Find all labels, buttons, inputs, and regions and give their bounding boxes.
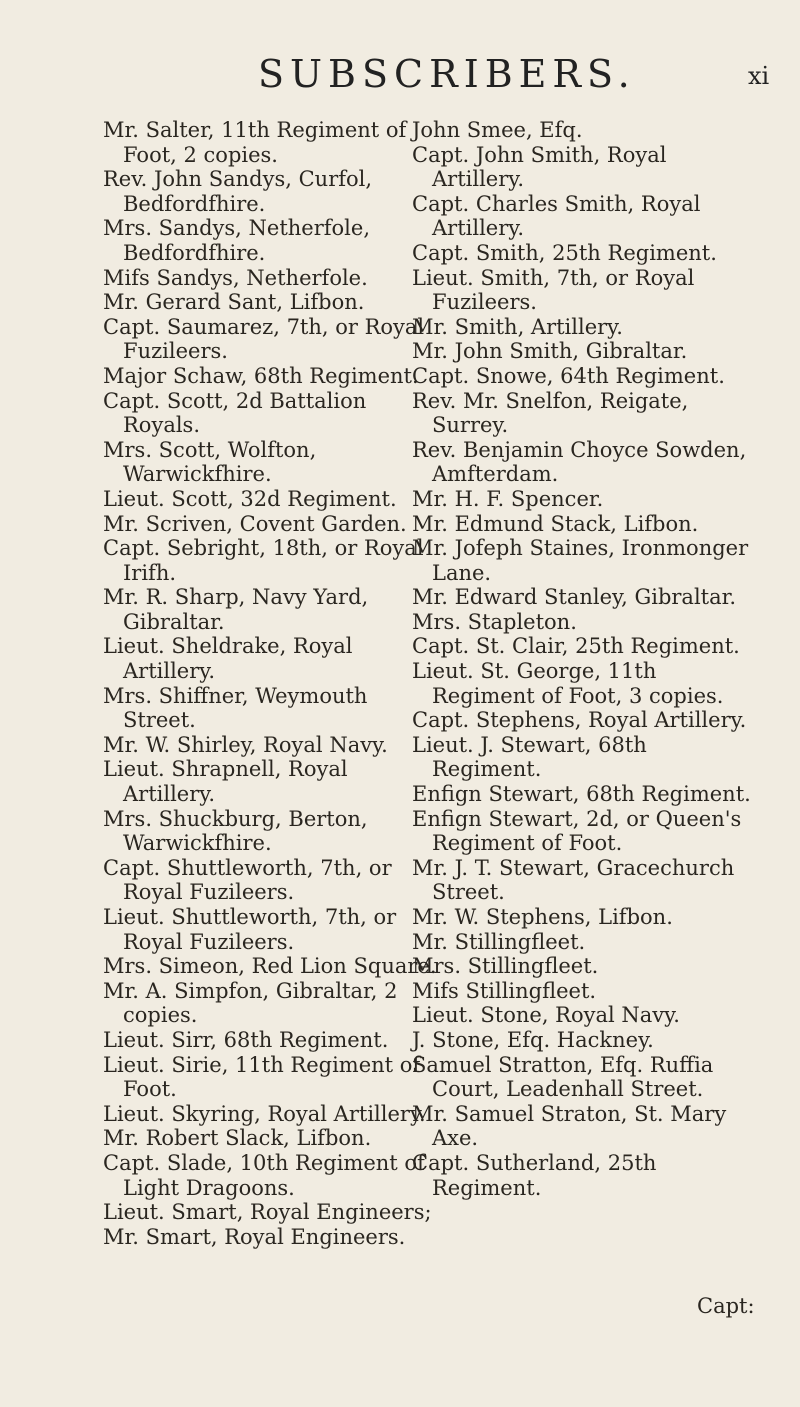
subscriber-entry: Mr. Salter, 11th Regiment of Foot, 2 copies. [103, 118, 407, 167]
subscriber-entry: Mr. Smith, Artillery. [412, 314, 623, 339]
running-title: SUBSCRIBERS. [258, 52, 636, 96]
subscriber-entry: Mrs. Shuckburg, Berton, Warwickfhire. [103, 806, 368, 856]
subscriber-entry: Mrs. Sandys, Netherfole, Bedfordfhire. [103, 216, 371, 265]
subscriber-entry: Enfign Stewart, 2d, or Queen's Regiment of Foot. [412, 806, 742, 856]
subscriber-entry: Lieut. Sirie, 11th Regiment of Foot. [103, 1052, 421, 1102]
subscriber-entry: Capt. Slade, 10th Regiment of Light Dragoons. [103, 1150, 425, 1200]
subscriber-entry: Mrs. Stillingfleet. [412, 954, 599, 979]
subscriber-entry: Lieut. Shuttleworth, 7th, or Royal Fuzileers. [103, 905, 397, 954]
subscriber-entry: Major Schaw, 68th Regiment. [103, 363, 419, 388]
subscriber-entry: Mr. John Smith, Gibraltar. [412, 339, 688, 364]
subscriber-entry: Capt. Sebright, 18th, or Royal Irifh. [103, 536, 424, 585]
subscriber-entry: Rev. John Sandys, Curfol, Bedfordfhire. [103, 167, 373, 216]
subscriber-entry: Mr. H. F. Spencer. [412, 486, 604, 511]
subscriber-entry: Capt. John Smith, Royal Artillery. [412, 142, 667, 192]
subscriber-entry: John Smee, Efq. [412, 118, 583, 142]
page-number: xi [748, 62, 770, 90]
subscriber-entry: Mr. Edward Stanley, Gibraltar. [412, 585, 737, 610]
subscriber-entry: Mr. Jofeph Staines, Ironmonger Lane. [412, 536, 749, 585]
subscriber-entry: Mr. A. Simpfon, Gibraltar, 2 copies. [103, 978, 398, 1028]
subscriber-entry: Capt. Charles Smith, Royal Artillery. [412, 191, 701, 241]
subscriber-entry: Lieut. Stone, Royal Navy. [412, 1003, 680, 1028]
page-header [0, 52, 800, 112]
subscriber-entry: Lieut. St. George, 11th Regiment of Foot, 3 copies. [412, 659, 724, 708]
subscriber-entry: Mr. Gerard Sant, Lifbon. [103, 290, 365, 315]
subscriber-entry: Lieut. Smart, Royal Engineers; [103, 1200, 432, 1225]
subscriber-entry: Mr. Edmund Stack, Lifbon. [412, 511, 699, 536]
subscriber-entry: Mrs. Simeon, Red Lion Square. [103, 954, 437, 979]
subscriber-entry: Mifs Stillingfleet. [412, 978, 597, 1003]
subscriber-entry: Lieut. Smith, 7th, or Royal Fuzileers. [412, 265, 695, 315]
subscriber-entry: Capt. Sutherland, 25th Regiment. [412, 1150, 657, 1200]
left-column [103, 118, 443, 1249]
subscriber-entry: Capt. Smith, 25th Regiment. [412, 240, 717, 265]
subscriber-entry: Rev. Mr. Snelfon, Reigate, Surrey. [412, 388, 689, 438]
subscriber-entry: Mrs. Stapleton. [412, 609, 577, 634]
subscriber-entry: Lieut. Shrapnell, Royal Artillery. [103, 757, 348, 807]
subscriber-entry: Capt. Stephens, Royal Artillery. [412, 708, 747, 733]
subscriber-entry: Capt. Scott, 2d Battalion Royals. [103, 388, 367, 438]
subscriber-entry: Mrs. Scott, Wolfton, Warwickfhire. [103, 437, 317, 487]
subscriber-entry: Mr. J. T. Stewart, Gracechurch Street. [412, 855, 735, 905]
subscriber-entry: Capt. St. Clair, 25th Regiment. [412, 634, 740, 659]
subscriber-entry: Lieut. J. Stewart, 68th Regiment. [412, 732, 647, 782]
subscriber-entry: Rev. Benjamin Choyce Sowden, Amfterdam. [412, 437, 747, 487]
subscriber-entry: Mr. W. Shirley, Royal Navy. [103, 732, 388, 757]
subscriber-entry: Mrs. Shiffner, Weymouth Street. [103, 683, 368, 733]
subscriber-entry: Mr. R. Sharp, Navy Yard, Gibraltar. [103, 585, 369, 634]
subscriber-entry: Mr. Smart, Royal Engineers. [103, 1224, 406, 1249]
subscriber-entry: Mr. Scriven, Covent Garden. [103, 511, 407, 536]
subscriber-entry: Capt. Saumarez, 7th, or Royal Fuzileers. [103, 314, 425, 364]
subscriber-entry: Mr. Robert Slack, Lifbon. [103, 1126, 372, 1151]
subscriber-entry: Capt. Snowe, 64th Regiment. [412, 363, 725, 388]
subscriber-entry: Capt. Shuttleworth, 7th, or Royal Fuzileers. [103, 855, 392, 905]
subscriber-entry: Lieut. Sheldrake, Royal Artillery. [103, 634, 353, 684]
subscriber-entry: Mr. Samuel Straton, St. Mary Axe. [412, 1101, 727, 1151]
subscriber-entry: Lieut. Sirr, 68th Regiment. [103, 1027, 389, 1052]
subscriber-entry: Lieut. Scott, 32d Regiment. [103, 486, 397, 511]
subscriber-entry: Lieut. Skyring, Royal Artillery. [103, 1101, 426, 1126]
subscriber-entry: J. Stone, Efq. Hackney. [412, 1027, 654, 1052]
subscriber-entry: Mifs Sandys, Netherfole. [103, 265, 368, 290]
subscriber-entry: Samuel Stratton, Efq. Ruffia Court, Leadenhall Street. [412, 1052, 714, 1102]
right-column [412, 118, 760, 1200]
subscriber-entry: Mr. Stillingfleet. [412, 929, 586, 954]
catchword: Capt: [697, 1294, 755, 1318]
subscriber-entry: Mr. W. Stephens, Lifbon. [412, 905, 673, 929]
subscriber-entry: Enfign Stewart, 68th Regiment. [412, 782, 751, 807]
